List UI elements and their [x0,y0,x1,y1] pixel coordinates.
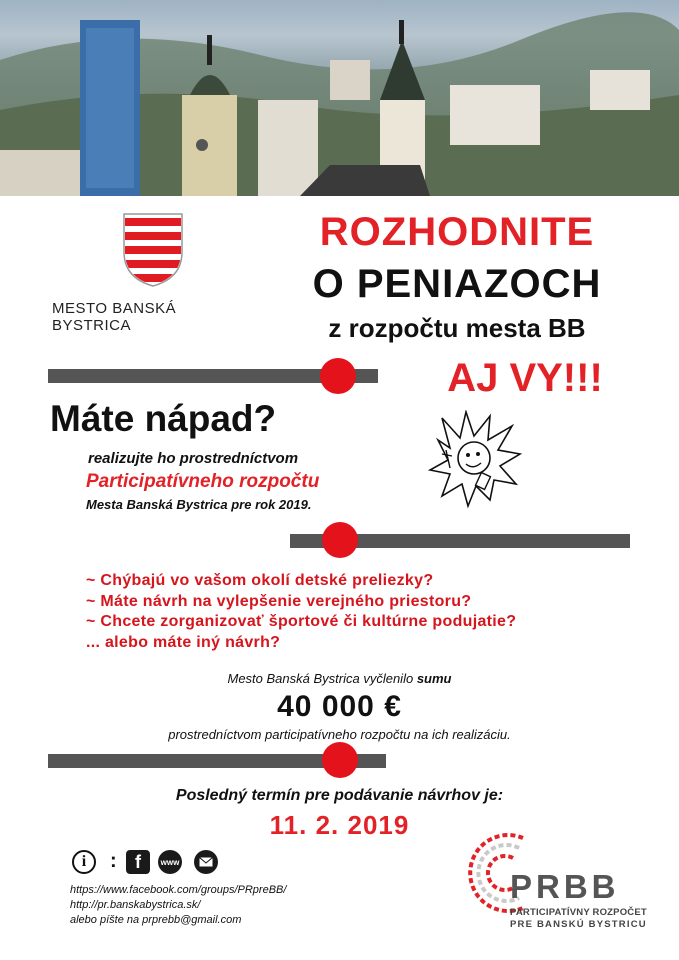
idea-line-1: realizujte ho prostredníctvom [88,450,299,467]
budget-intro [0,671,679,686]
banska-bystrica-coat-of-arms-icon [122,212,184,288]
headline-you-too: AJ VY!!! [447,356,603,400]
question-1: ~ Chýbajú vo vašom okolí detské preliezky? [86,572,434,589]
lightbulb-idea-icon [428,410,523,515]
deadline-label: Posledný termín pre podávanie návrhov je: [175,787,504,804]
website-link[interactable]: http://pr.banskabystrica.sk/ [70,899,201,911]
budget-amount: 40 000 € [277,690,402,723]
deadline-date: 11. 2. 2019 [269,810,410,840]
city-photo-banner [0,0,679,196]
prbb-subtitle-1: PARTICIPATÍVNY ROZPOČET [510,907,647,918]
email-line[interactable]: alebo píšte na prprebb@gmail.com [70,914,242,926]
budget-intro-text: Mesto Banská Bystrica vyčlenilo [227,671,414,686]
headline-money: O PENIAZOCH [312,262,602,306]
email-icon[interactable] [194,850,218,874]
divider-dot-1 [320,358,356,394]
prbb-subtitle-2: PRE BANSKÚ BYSTRICU [510,919,647,930]
question-3: ~ Chcete zorganizovať športové či kultúrne podujatie? [86,613,517,630]
budget-description: prostredníctvom participatívneho rozpočtu na ich realizáciu. [168,727,511,742]
headline-decide: ROZHODNITE [319,210,595,254]
envelope-icon [199,857,213,867]
www-icon[interactable]: www [158,850,182,874]
question-4: ... alebo máte iný návrh? [86,634,281,651]
contact-colon: : [110,850,117,872]
city-skyline-image [0,0,679,196]
idea-line-3: Mesta Banská Bystrica pre rok 2019. [86,497,312,512]
headline-budget: z rozpočtu mesta BB [328,313,586,343]
idea-line-2: Participatívneho rozpočtu [86,471,320,492]
facebook-link[interactable]: https://www.facebook.com/groups/PRpreBB/ [70,884,287,896]
question-2: ~ Máte návrh na vylepšenie verejného priestoru? [86,593,472,610]
idea-title: Máte nápad? [50,398,277,439]
city-name-label: MESTO BANSKÁ BYSTRICA [52,300,177,334]
divider-dot-2 [322,522,358,558]
prbb-logo-text: PRBB [510,868,620,905]
divider-dot-3 [322,742,358,778]
facebook-icon[interactable]: f [126,850,150,874]
budget-intro-bold: sumu [416,671,452,686]
info-icon: i [72,850,96,874]
